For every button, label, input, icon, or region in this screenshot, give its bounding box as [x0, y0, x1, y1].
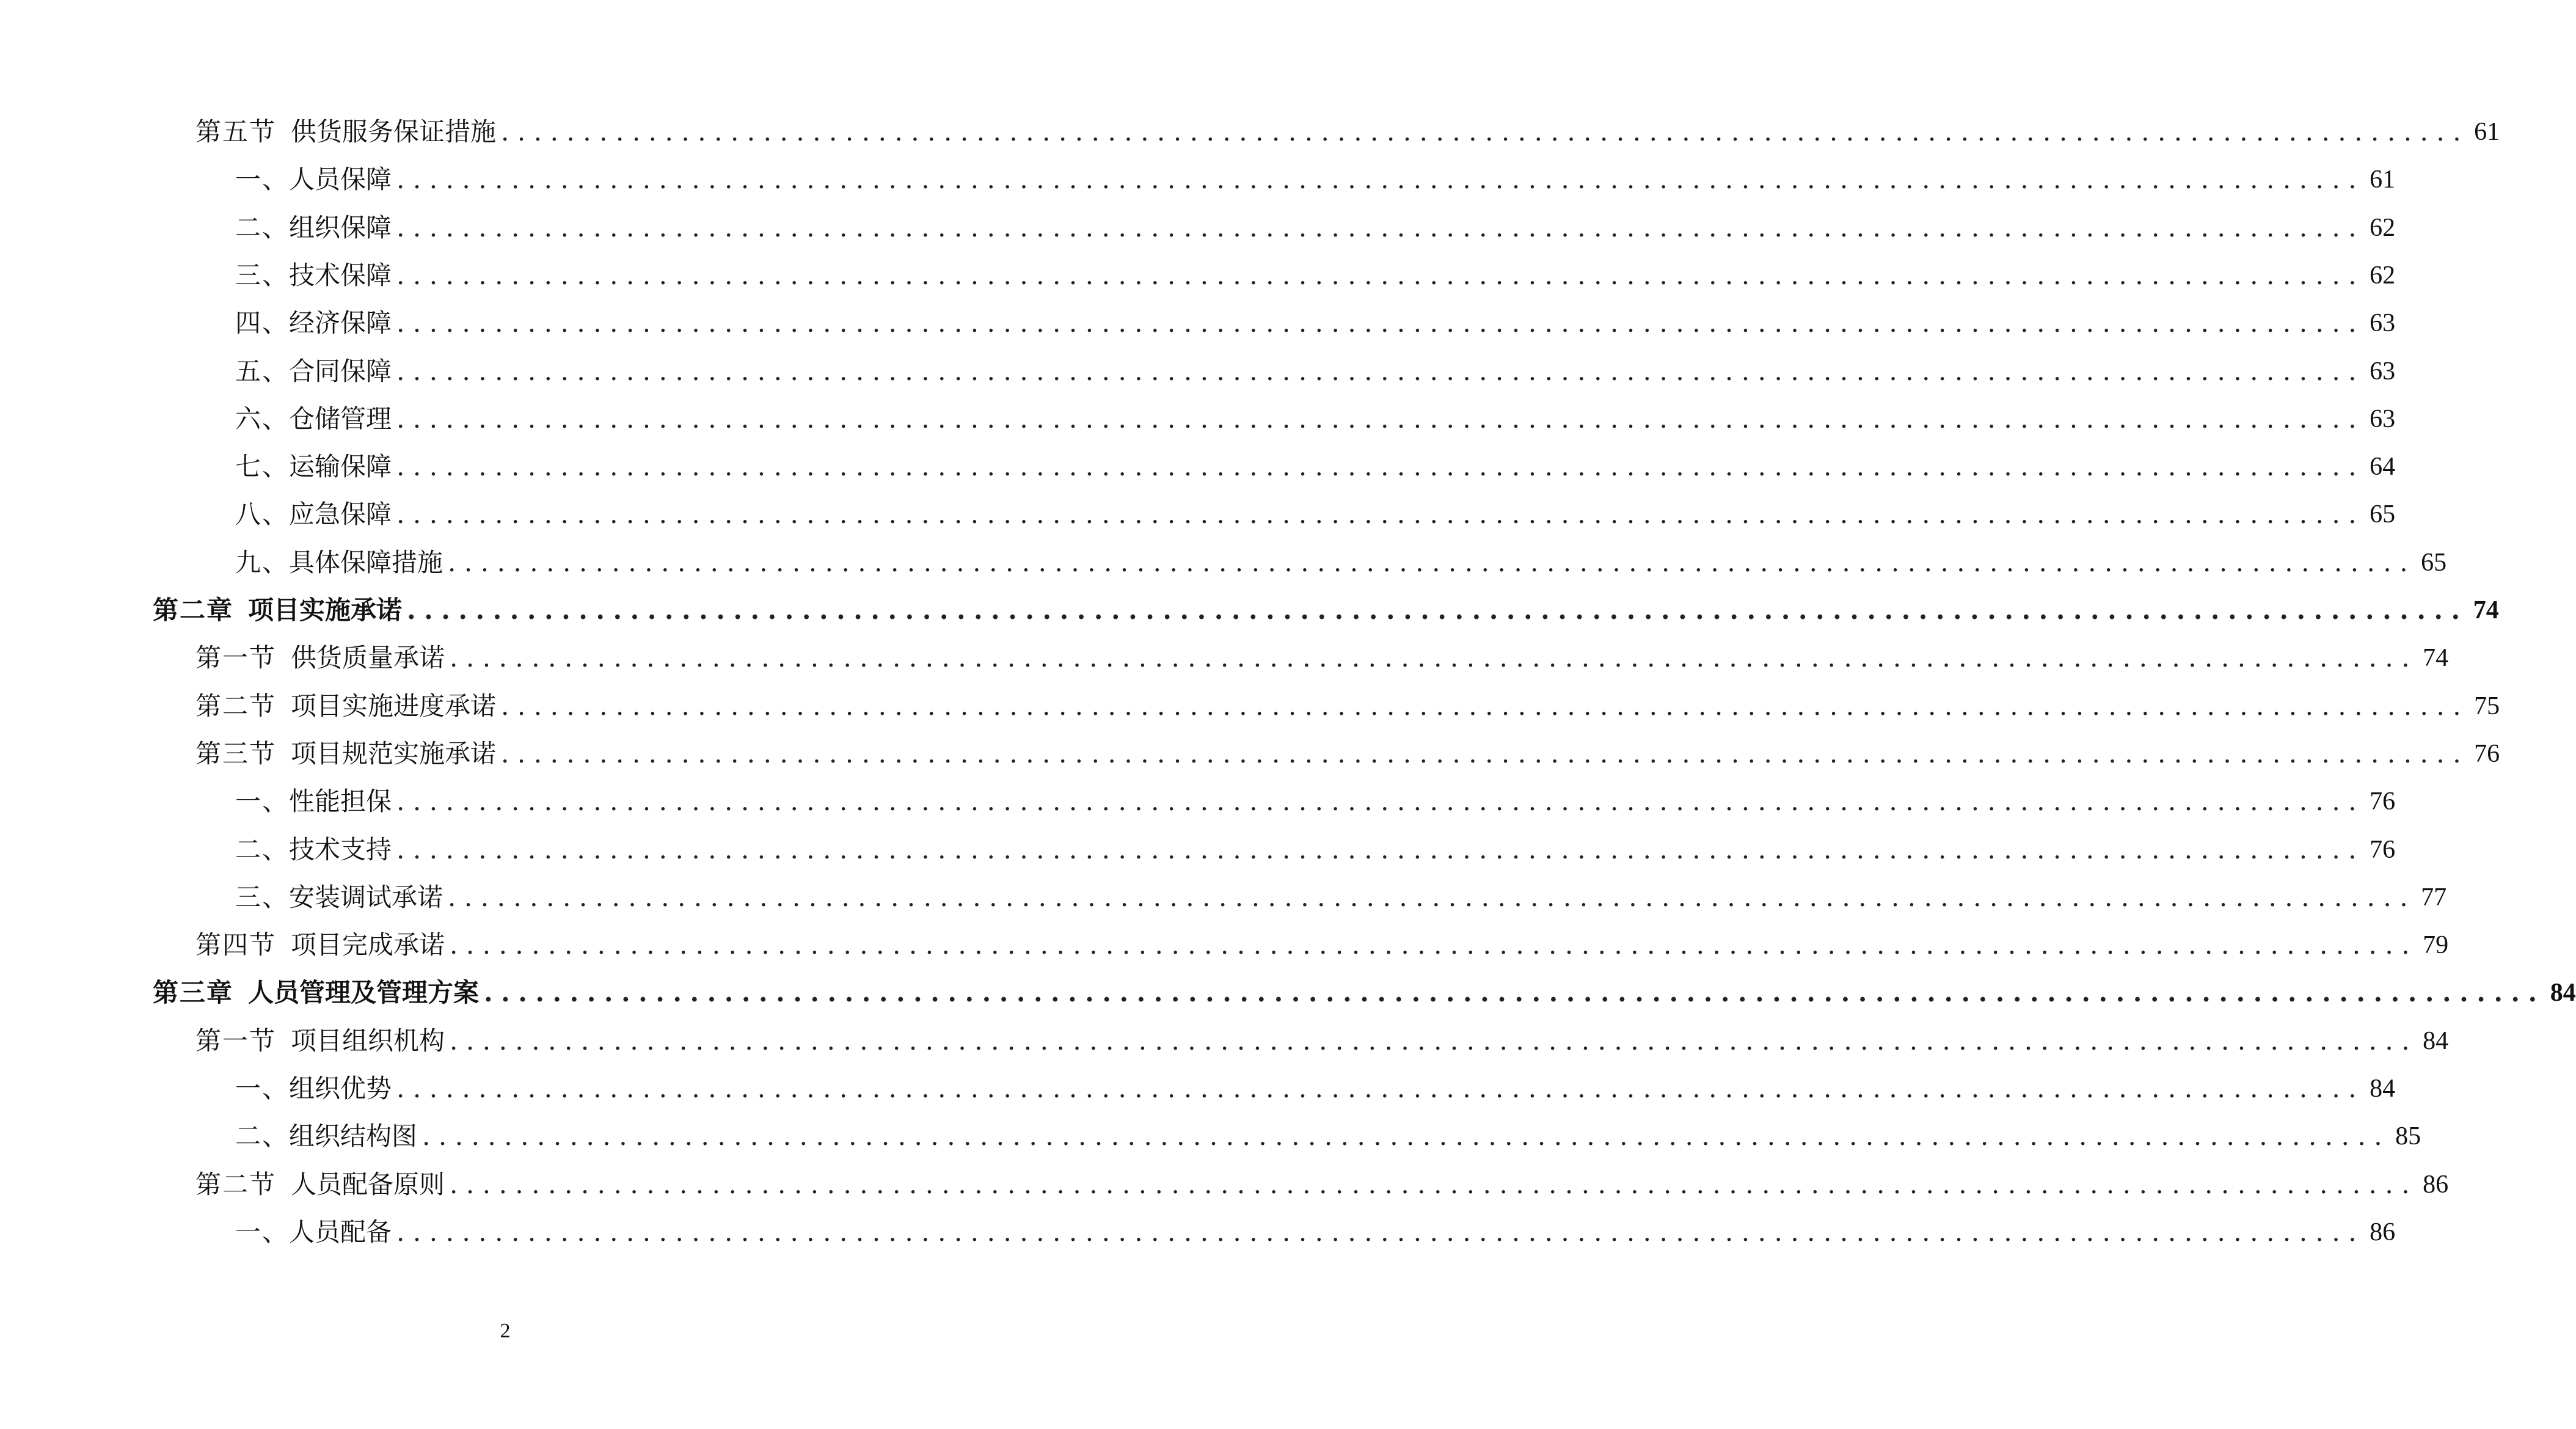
toc-dot-leader: ........................................................................................................................: [501, 738, 2470, 769]
toc-entry-prefix: 一、: [235, 1073, 290, 1103]
toc-entry-page: 63: [2370, 357, 2396, 386]
toc-entry-text: 供货质量承诺: [291, 643, 445, 673]
toc-dot-leader: ........................................................................................................................: [396, 1216, 2365, 1247]
toc-entry[interactable]: [195, 1023, 2449, 1059]
toc-entry-page: 74: [2423, 644, 2449, 673]
toc-dot-leader: ........................................................................................................................: [450, 1025, 2418, 1056]
toc-entry-text: 仓储管理: [289, 403, 392, 434]
toc-entry-page: 62: [2370, 261, 2396, 290]
toc-entry-page: 62: [2370, 213, 2396, 242]
toc-entry[interactable]: [153, 974, 2576, 1011]
toc-entry-prefix: 三、: [235, 882, 290, 912]
toc-entry-page: 76: [2474, 739, 2500, 768]
page-number: 2: [500, 1320, 511, 1342]
toc-entry-page: 84: [2370, 1075, 2396, 1103]
toc-entry-prefix: 七、: [235, 451, 290, 482]
toc-entry[interactable]: [195, 688, 2500, 725]
toc-entry-page: 65: [2421, 548, 2447, 577]
toc-entry-title: [235, 1070, 396, 1107]
toc-entry-title: [153, 592, 407, 629]
toc-entry-prefix: 四、: [235, 308, 290, 338]
toc-entry[interactable]: [235, 161, 2396, 198]
toc-entry-page: 63: [2370, 404, 2396, 433]
toc-entry[interactable]: [235, 353, 2396, 390]
toc-entry-title: [195, 736, 501, 772]
toc-entry-title: [153, 974, 484, 1011]
toc-dot-leader: ........................................................................................................................: [396, 834, 2365, 864]
toc-entry[interactable]: [195, 736, 2500, 772]
toc-entry-page: 75: [2474, 692, 2500, 720]
toc-entry-title: [195, 688, 501, 725]
toc-entry-prefix: 五、: [235, 356, 290, 386]
toc-entry[interactable]: [235, 1118, 2421, 1155]
toc-entry-title: [235, 210, 396, 246]
toc-entry[interactable]: [235, 257, 2396, 294]
toc-entry-prefix: 第二章: [153, 595, 234, 625]
toc-entry-page: 79: [2423, 931, 2449, 960]
toc-dot-leader: ........................................................................................................................: [484, 978, 2545, 1008]
toc-entry-title: [235, 353, 396, 390]
toc-dot-leader: ........................................................................................................................: [396, 786, 2365, 817]
toc-entry[interactable]: [235, 1214, 2396, 1251]
toc-entry[interactable]: [235, 401, 2396, 437]
toc-entry-text: 人员配备: [289, 1216, 392, 1247]
toc-entry-title: [235, 1118, 422, 1155]
toc-dot-leader: ........................................................................................................................: [450, 1169, 2418, 1199]
toc-entry-title: [235, 496, 396, 533]
toc-entry-prefix: 第五节: [195, 117, 277, 147]
toc-entry-prefix: 第一节: [195, 1025, 277, 1056]
toc-dot-leader: ........................................................................................................................: [396, 1073, 2365, 1103]
toc-entry-title: [195, 927, 450, 963]
toc-entry-text: 人员保障: [289, 164, 392, 195]
toc-entry-text: 项目完成承诺: [291, 930, 445, 960]
toc-entry-text: 应急保障: [289, 499, 392, 530]
toc-entry-text: 项目组织机构: [291, 1025, 445, 1056]
toc-entry-prefix: 一、: [235, 786, 290, 817]
toc-entry-text: 组织优势: [289, 1073, 392, 1103]
toc-entry-prefix: 第三章: [153, 978, 234, 1008]
toc-entry-title: [235, 831, 396, 868]
toc-entry[interactable]: [235, 1070, 2396, 1107]
toc-dot-leader: ........................................................................................................................: [448, 547, 2417, 577]
toc-entry[interactable]: [235, 783, 2396, 820]
toc-entry-prefix: 二、: [235, 1121, 290, 1152]
toc-entry-prefix: 三、: [235, 260, 290, 290]
toc-entry-text: 组织结构图: [289, 1121, 418, 1152]
toc-entry-page: 85: [2395, 1122, 2421, 1151]
toc-entry[interactable]: [195, 640, 2449, 676]
toc-entry-title: [195, 114, 501, 150]
toc-entry[interactable]: [195, 1166, 2449, 1203]
toc-entry-text: 供货服务保证措施: [291, 117, 497, 147]
toc-dot-leader: ........................................................................................................................: [396, 356, 2365, 386]
toc-entry-page: 74: [2473, 596, 2499, 624]
toc-entry-page: 76: [2370, 788, 2396, 816]
toc-entry-page: 61: [2474, 118, 2500, 146]
toc-entry-title: [235, 544, 448, 581]
toc-entry-prefix: 第二节: [195, 690, 277, 721]
toc-entry[interactable]: [235, 879, 2447, 916]
toc-entry-page: 61: [2370, 166, 2396, 194]
toc-dot-leader: ........................................................................................................................: [396, 212, 2365, 243]
toc-dot-leader: ........................................................................................................................: [396, 308, 2365, 338]
toc-entry[interactable]: [195, 114, 2500, 150]
toc-entry-page: 76: [2370, 835, 2396, 864]
toc-entry-title: [235, 448, 396, 485]
toc-entry-prefix: 二、: [235, 212, 290, 243]
toc-entry-text: 性能担保: [289, 786, 392, 817]
toc-dot-leader: ........................................................................................................................: [450, 930, 2418, 960]
toc-entry-prefix: 一、: [235, 1216, 290, 1247]
toc-entry-text: 运输保障: [289, 451, 392, 482]
toc-entry-page: 77: [2421, 883, 2447, 912]
toc-entry-title: [235, 879, 448, 916]
toc-entry-page: 84: [2550, 979, 2576, 1007]
toc-entry-title: [235, 305, 396, 342]
toc-entry[interactable]: [235, 496, 2396, 533]
toc-dot-leader: ........................................................................................................................: [501, 117, 2470, 147]
toc-entry-prefix: 第一节: [195, 643, 277, 673]
toc-entry-title: [195, 1166, 450, 1203]
toc-entry-text: 人员管理及管理方案: [248, 978, 480, 1008]
toc-entry-prefix: 第二节: [195, 1169, 277, 1199]
toc-dot-leader: ........................................................................................................................: [396, 499, 2365, 530]
toc-entry-title: [235, 783, 396, 820]
toc-dot-leader: ........................................................................................................................: [450, 643, 2418, 673]
toc-entry-page: 65: [2370, 500, 2396, 529]
toc-entry-title: [235, 1214, 396, 1251]
toc-entry-text: 具体保障措施: [289, 547, 443, 577]
toc-entry-text: 技术支持: [289, 834, 392, 864]
toc-entry-title: [195, 1023, 450, 1059]
toc-entry-page: 84: [2423, 1026, 2449, 1055]
toc-entry-title: [235, 257, 396, 294]
toc-entry[interactable]: [235, 210, 2396, 246]
toc-entry-page: 86: [2423, 1170, 2449, 1199]
toc-dot-leader: ........................................................................................................................: [396, 260, 2365, 290]
toc-dot-leader: ........................................................................................................................: [396, 164, 2365, 195]
toc-entry[interactable]: [153, 592, 2499, 629]
toc-entry-prefix: 一、: [235, 164, 290, 195]
toc-entry[interactable]: [235, 544, 2447, 581]
toc-entry-prefix: 第四节: [195, 930, 277, 960]
toc-entry[interactable]: [195, 927, 2449, 963]
toc-dot-leader: ........................................................................................................................: [396, 451, 2365, 482]
toc-entry-text: 安装调试承诺: [289, 882, 443, 912]
toc-entry-page: 63: [2370, 309, 2396, 338]
toc-dot-leader: ........................................................................................................................: [407, 595, 2468, 625]
toc-dot-leader: ........................................................................................................................: [448, 882, 2417, 912]
toc-entry-title: [235, 401, 396, 437]
toc-entry-page: 64: [2370, 453, 2396, 481]
toc-dot-leader: ........................................................................................................................: [422, 1121, 2391, 1152]
toc-entry-text: 经济保障: [289, 308, 392, 338]
toc-entry-prefix: 二、: [235, 834, 290, 864]
toc-entry-text: 人员配备原则: [291, 1169, 445, 1199]
toc-entry-text: 项目实施承诺: [248, 595, 403, 625]
toc-entry-text: 组织保障: [289, 212, 392, 243]
toc-entry-text: 项目规范实施承诺: [291, 738, 497, 769]
toc-entry-prefix: 八、: [235, 499, 290, 530]
toc-entry-title: [195, 640, 450, 676]
toc-entry[interactable]: [235, 305, 2396, 342]
toc-entry-title: [235, 161, 396, 198]
toc-dot-leader: ........................................................................................................................: [501, 690, 2470, 721]
toc-entry-text: 项目实施进度承诺: [291, 690, 497, 721]
toc-entry[interactable]: [235, 831, 2396, 868]
toc-entry-prefix: 六、: [235, 403, 290, 434]
toc-entry[interactable]: [235, 448, 2396, 485]
toc-entry-page: 86: [2370, 1218, 2396, 1246]
toc-entry-prefix: 第三节: [195, 738, 277, 769]
toc-entry-text: 技术保障: [289, 260, 392, 290]
toc-dot-leader: ........................................................................................................................: [396, 403, 2365, 434]
toc-entry-text: 合同保障: [289, 356, 392, 386]
toc-entry-prefix: 九、: [235, 547, 290, 577]
